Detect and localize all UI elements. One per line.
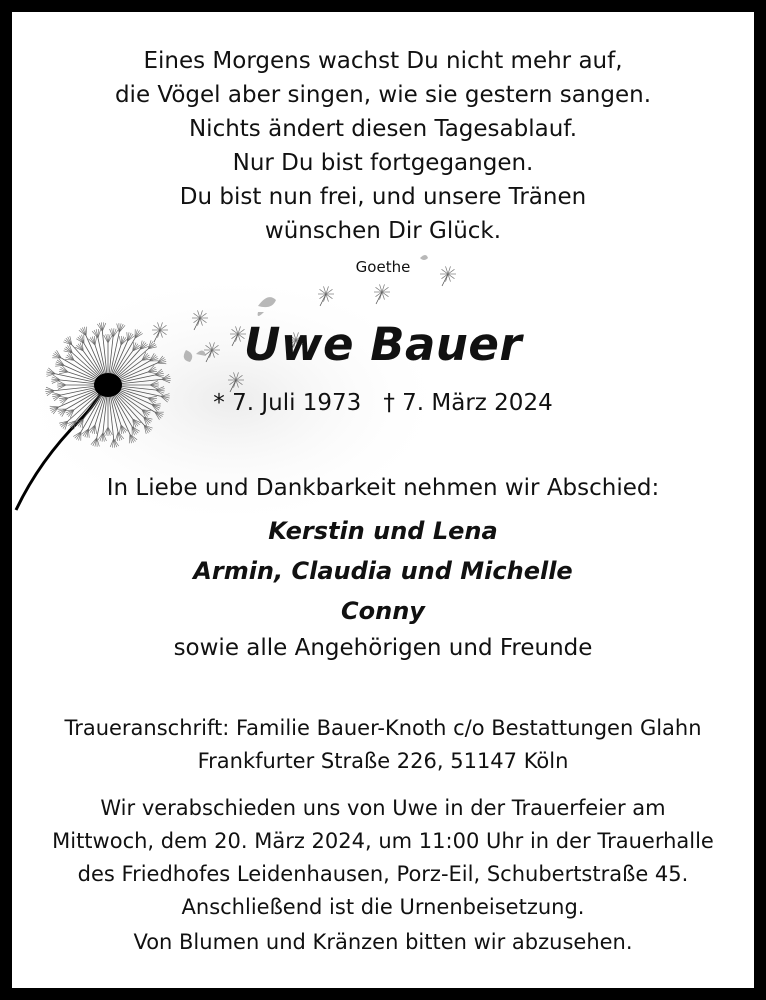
life-dates xyxy=(0,390,766,416)
address-line: Traueranschrift: Familie Bauer-Knoth c/o Bestattungen Glahn xyxy=(64,716,702,740)
farewell-intro: In Liebe und Dankbarkeit nehmen wir Abschied: xyxy=(106,475,660,501)
mourner-name: Kerstin und Lena xyxy=(268,517,498,545)
death-date: † 7. März 2024 xyxy=(383,390,553,416)
mourner-name: Conny xyxy=(341,597,425,625)
poem-line: Nur Du bist fortgegangen. xyxy=(232,150,534,176)
ceremony-line: Anschließend ist die Urnenbeisetzung. xyxy=(181,895,585,919)
poem-line: wünschen Dir Glück. xyxy=(264,218,502,244)
poem-line: Du bist nun frei, und unsere Tränen xyxy=(179,184,587,210)
poem-line: Eines Morgens wachst Du nicht mehr auf, xyxy=(143,48,623,74)
other-mourners: sowie alle Angehörigen und Freunde xyxy=(173,635,593,661)
ceremony-line: des Friedhofes Leidenhausen, Porz-Eil, Schubertstraße 45. xyxy=(77,862,689,886)
flowers-note: Von Blumen und Kränzen bitten wir abzusehen. xyxy=(133,930,633,954)
poem-author: Goethe xyxy=(355,258,411,276)
mourner-name: Armin, Claudia und Michelle xyxy=(193,557,573,585)
poem-line: die Vögel aber singen, wie sie gestern sangen. xyxy=(114,82,652,108)
ceremony-line: Mittwoch, dem 20. März 2024, um 11:00 Uhr in der Trauerhalle xyxy=(52,829,714,853)
poem-line: Nichts ändert diesen Tagesablauf. xyxy=(188,116,578,142)
deceased-name: Uwe Bauer xyxy=(243,318,523,371)
birth-date: * 7. Juli 1973 xyxy=(213,390,362,416)
address-line: Frankfurter Straße 226, 51147 Köln xyxy=(197,749,569,773)
ceremony-line: Wir verabschieden uns von Uwe in der Trauerfeier am xyxy=(100,796,666,820)
